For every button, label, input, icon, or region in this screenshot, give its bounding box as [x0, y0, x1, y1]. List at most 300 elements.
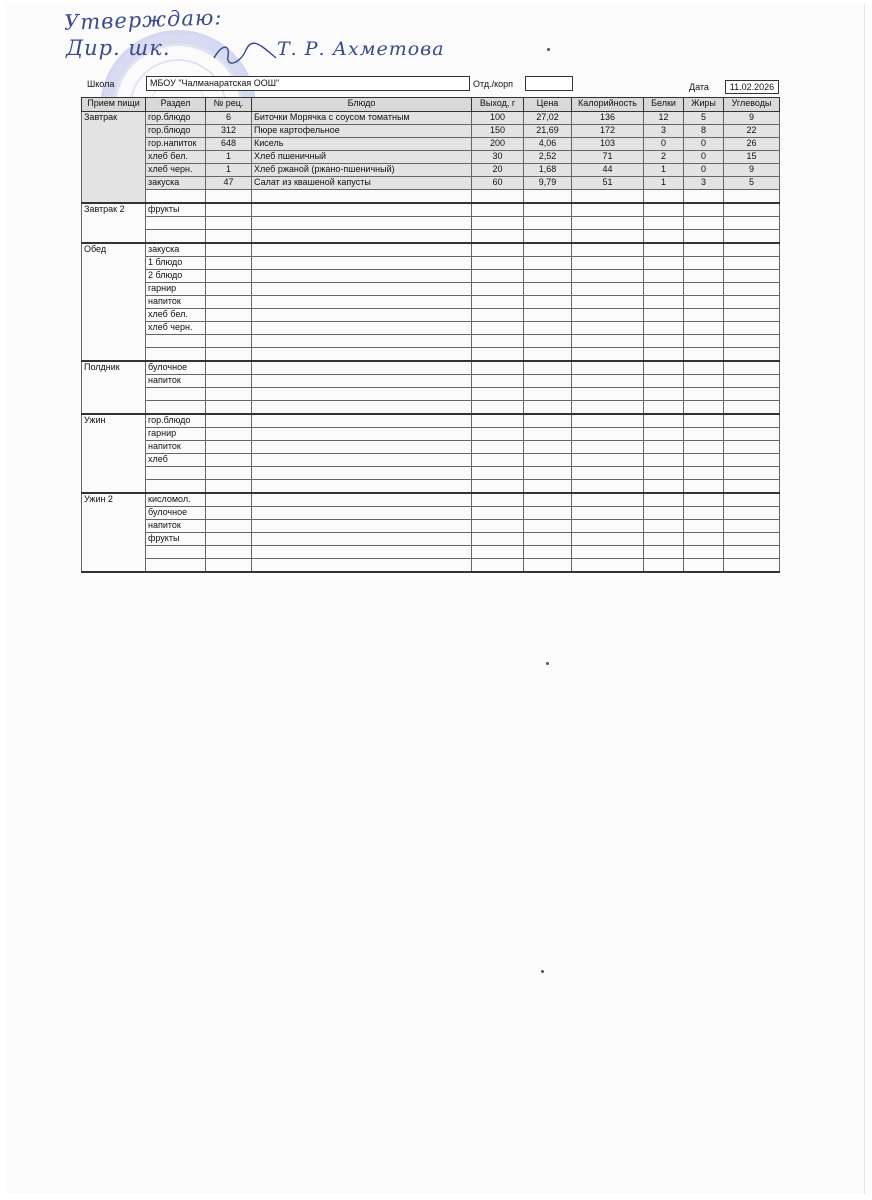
- protein-cell: [644, 257, 684, 270]
- approval-block: [62, 5, 482, 68]
- yield-cell: 60: [472, 177, 524, 190]
- price-cell: [524, 270, 572, 283]
- kcal-cell: [572, 243, 644, 257]
- dish-cell: [252, 348, 472, 362]
- price-cell: [524, 309, 572, 322]
- carbs-cell: [724, 493, 780, 507]
- fat-cell: [684, 257, 724, 270]
- kcal-cell: [572, 217, 644, 230]
- date-label: Дата: [689, 82, 709, 92]
- table-row: [82, 388, 780, 401]
- recipe-cell: [206, 480, 252, 494]
- fat-cell: [684, 283, 724, 296]
- section-cell: [146, 348, 206, 362]
- dish-cell: [252, 480, 472, 494]
- carbs-cell: [724, 309, 780, 322]
- price-cell: [524, 507, 572, 520]
- table-row: [82, 401, 780, 415]
- recipe-cell: [206, 335, 252, 348]
- carbs-cell: [724, 335, 780, 348]
- yield-cell: 200: [472, 138, 524, 151]
- section-cell: кисломол.: [146, 493, 206, 507]
- col-header-dish: Блюдо: [252, 98, 472, 112]
- carbs-cell: [724, 190, 780, 204]
- kcal-cell: 136: [572, 112, 644, 125]
- dish-cell: Кисель: [252, 138, 472, 151]
- kcal-cell: [572, 559, 644, 573]
- recipe-cell: [206, 348, 252, 362]
- recipe-cell: [206, 441, 252, 454]
- price-cell: [524, 217, 572, 230]
- recipe-cell: [206, 230, 252, 244]
- fat-cell: [684, 428, 724, 441]
- carbs-cell: 9: [724, 164, 780, 177]
- yield-cell: [472, 467, 524, 480]
- carbs-cell: [724, 559, 780, 573]
- recipe-cell: [206, 257, 252, 270]
- kcal-cell: [572, 335, 644, 348]
- dish-cell: Хлеб ржаной (ржано-пшеничный): [252, 164, 472, 177]
- protein-cell: [644, 507, 684, 520]
- protein-cell: [644, 559, 684, 573]
- protein-cell: [644, 467, 684, 480]
- carbs-cell: [724, 361, 780, 375]
- yield-cell: [472, 230, 524, 244]
- price-cell: [524, 480, 572, 494]
- protein-cell: [644, 230, 684, 244]
- protein-cell: [644, 270, 684, 283]
- recipe-cell: [206, 322, 252, 335]
- section-cell: [146, 230, 206, 244]
- section-cell: 2 блюдо: [146, 270, 206, 283]
- section-cell: [146, 335, 206, 348]
- fat-cell: [684, 270, 724, 283]
- fat-cell: [684, 375, 724, 388]
- scan-speck: [546, 662, 549, 665]
- fat-cell: [684, 335, 724, 348]
- carbs-cell: [724, 388, 780, 401]
- meal-name-cell: Ужин 2: [82, 493, 146, 572]
- dish-cell: [252, 375, 472, 388]
- carbs-cell: 22: [724, 125, 780, 138]
- protein-cell: [644, 375, 684, 388]
- section-cell: напиток: [146, 296, 206, 309]
- recipe-cell: [206, 203, 252, 217]
- carbs-cell: [724, 296, 780, 309]
- carbs-cell: [724, 401, 780, 415]
- dish-cell: [252, 335, 472, 348]
- fat-cell: 0: [684, 138, 724, 151]
- yield-cell: [472, 520, 524, 533]
- yield-cell: [472, 401, 524, 415]
- col-header-section: Раздел: [146, 98, 206, 112]
- yield-cell: [472, 361, 524, 375]
- dish-cell: [252, 414, 472, 428]
- table-row: [82, 322, 780, 335]
- dish-cell: [252, 441, 472, 454]
- recipe-cell: [206, 428, 252, 441]
- protein-cell: [644, 361, 684, 375]
- price-cell: [524, 467, 572, 480]
- recipe-cell: [206, 559, 252, 573]
- dept-field: [525, 76, 573, 91]
- kcal-cell: [572, 507, 644, 520]
- price-cell: 27,02: [524, 112, 572, 125]
- recipe-cell: [206, 388, 252, 401]
- fat-cell: [684, 480, 724, 494]
- table-row: [82, 533, 780, 546]
- table-row: [82, 151, 780, 164]
- carbs-cell: [724, 270, 780, 283]
- table-row: [82, 125, 780, 138]
- price-cell: [524, 230, 572, 244]
- table-row: [82, 441, 780, 454]
- protein-cell: [644, 533, 684, 546]
- dish-cell: [252, 533, 472, 546]
- price-cell: [524, 243, 572, 257]
- protein-cell: [644, 348, 684, 362]
- protein-cell: [644, 388, 684, 401]
- fat-cell: [684, 296, 724, 309]
- dish-cell: [252, 493, 472, 507]
- fat-cell: [684, 309, 724, 322]
- yield-cell: [472, 243, 524, 257]
- section-cell: гарнир: [146, 283, 206, 296]
- recipe-cell: [206, 190, 252, 204]
- recipe-cell: [206, 454, 252, 467]
- carbs-cell: [724, 375, 780, 388]
- protein-cell: 2: [644, 151, 684, 164]
- recipe-cell: [206, 309, 252, 322]
- carbs-cell: [724, 507, 780, 520]
- fat-cell: [684, 348, 724, 362]
- recipe-cell: 312: [206, 125, 252, 138]
- price-cell: [524, 257, 572, 270]
- scan-speck: [541, 970, 544, 973]
- section-cell: [146, 388, 206, 401]
- protein-cell: [644, 335, 684, 348]
- fat-cell: 5: [684, 112, 724, 125]
- carbs-cell: [724, 203, 780, 217]
- dish-cell: [252, 270, 472, 283]
- dish-cell: Хлеб пшеничный: [252, 151, 472, 164]
- carbs-cell: [724, 520, 780, 533]
- fat-cell: [684, 533, 724, 546]
- section-cell: [146, 401, 206, 415]
- dish-cell: [252, 296, 472, 309]
- fat-cell: 0: [684, 151, 724, 164]
- price-cell: [524, 283, 572, 296]
- carbs-cell: 26: [724, 138, 780, 151]
- carbs-cell: 15: [724, 151, 780, 164]
- table-header-row: [82, 98, 780, 112]
- recipe-cell: [206, 467, 252, 480]
- fat-cell: 8: [684, 125, 724, 138]
- carbs-cell: [724, 230, 780, 244]
- kcal-cell: [572, 533, 644, 546]
- col-header-protein: Белки: [644, 98, 684, 112]
- protein-cell: [644, 190, 684, 204]
- section-cell: [146, 467, 206, 480]
- fat-cell: [684, 230, 724, 244]
- col-header-price: Цена: [524, 98, 572, 112]
- protein-cell: [644, 401, 684, 415]
- yield-cell: [472, 559, 524, 573]
- recipe-cell: 6: [206, 112, 252, 125]
- dish-cell: [252, 217, 472, 230]
- price-cell: 2,52: [524, 151, 572, 164]
- table-row: [82, 414, 780, 428]
- price-cell: [524, 296, 572, 309]
- carbs-cell: [724, 283, 780, 296]
- yield-cell: [472, 546, 524, 559]
- kcal-cell: [572, 454, 644, 467]
- yield-cell: [472, 217, 524, 230]
- fat-cell: [684, 217, 724, 230]
- section-cell: хлеб бел.: [146, 151, 206, 164]
- school-label: Школа: [87, 79, 115, 89]
- meal-name-cell: Полдник: [82, 361, 146, 414]
- kcal-cell: [572, 270, 644, 283]
- kcal-cell: [572, 414, 644, 428]
- section-cell: гарнир: [146, 428, 206, 441]
- yield-cell: 150: [472, 125, 524, 138]
- yield-cell: [472, 348, 524, 362]
- protein-cell: [644, 493, 684, 507]
- recipe-cell: 1: [206, 164, 252, 177]
- dish-cell: [252, 467, 472, 480]
- kcal-cell: [572, 493, 644, 507]
- price-cell: 9,79: [524, 177, 572, 190]
- kcal-cell: [572, 348, 644, 362]
- recipe-cell: [206, 546, 252, 559]
- section-cell: гор.блюдо: [146, 414, 206, 428]
- meal-name-cell: Завтрак 2: [82, 203, 146, 243]
- fat-cell: [684, 559, 724, 573]
- section-cell: закуска: [146, 243, 206, 257]
- protein-cell: 12: [644, 112, 684, 125]
- kcal-cell: [572, 388, 644, 401]
- price-cell: [524, 190, 572, 204]
- carbs-cell: [724, 428, 780, 441]
- approval-position: Дир. шк.: [66, 36, 171, 60]
- recipe-cell: [206, 533, 252, 546]
- dish-cell: [252, 230, 472, 244]
- price-cell: [524, 361, 572, 375]
- yield-cell: [472, 454, 524, 467]
- price-cell: [524, 203, 572, 217]
- table-row: [82, 454, 780, 467]
- fat-cell: [684, 243, 724, 257]
- yield-cell: [472, 322, 524, 335]
- protein-cell: 1: [644, 164, 684, 177]
- protein-cell: [644, 309, 684, 322]
- table-row: [82, 230, 780, 244]
- col-header-meal: Прием пищи: [82, 98, 146, 112]
- carbs-cell: [724, 257, 780, 270]
- dish-cell: [252, 243, 472, 257]
- fat-cell: [684, 441, 724, 454]
- fat-cell: [684, 388, 724, 401]
- yield-cell: [472, 270, 524, 283]
- table-row: [82, 164, 780, 177]
- section-cell: [146, 190, 206, 204]
- carbs-cell: 5: [724, 177, 780, 190]
- section-cell: [146, 559, 206, 573]
- fat-cell: [684, 507, 724, 520]
- col-header-fat: Жиры: [684, 98, 724, 112]
- fat-cell: 0: [684, 164, 724, 177]
- meal-name-cell: Ужин: [82, 414, 146, 493]
- yield-cell: [472, 428, 524, 441]
- yield-cell: 100: [472, 112, 524, 125]
- recipe-cell: 648: [206, 138, 252, 151]
- section-cell: гор.напиток: [146, 138, 206, 151]
- protein-cell: [644, 441, 684, 454]
- yield-cell: [472, 480, 524, 494]
- dish-cell: [252, 401, 472, 415]
- dish-cell: Салат из квашеной капусты: [252, 177, 472, 190]
- carbs-cell: [724, 348, 780, 362]
- kcal-cell: [572, 480, 644, 494]
- yield-cell: [472, 414, 524, 428]
- dish-cell: [252, 546, 472, 559]
- dish-cell: [252, 507, 472, 520]
- kcal-cell: [572, 520, 644, 533]
- signature-scribble: [210, 42, 280, 64]
- dish-cell: Биточки Морячка с соусом томатным: [252, 112, 472, 125]
- table-row: [82, 243, 780, 257]
- date-field: 11.02.2026: [725, 80, 779, 94]
- dish-cell: [252, 388, 472, 401]
- carbs-cell: [724, 480, 780, 494]
- protein-cell: [644, 283, 684, 296]
- recipe-cell: 47: [206, 177, 252, 190]
- kcal-cell: [572, 283, 644, 296]
- carbs-cell: [724, 322, 780, 335]
- dish-cell: [252, 190, 472, 204]
- dish-cell: [252, 559, 472, 573]
- protein-cell: [644, 203, 684, 217]
- protein-cell: [644, 414, 684, 428]
- kcal-cell: [572, 257, 644, 270]
- kcal-cell: [572, 322, 644, 335]
- carbs-cell: [724, 243, 780, 257]
- dish-cell: [252, 283, 472, 296]
- price-cell: [524, 559, 572, 573]
- kcal-cell: 51: [572, 177, 644, 190]
- recipe-cell: [206, 520, 252, 533]
- recipe-cell: [206, 296, 252, 309]
- section-cell: хлеб: [146, 454, 206, 467]
- protein-cell: [644, 546, 684, 559]
- section-cell: [146, 546, 206, 559]
- fat-cell: [684, 401, 724, 415]
- kcal-cell: [572, 361, 644, 375]
- protein-cell: [644, 520, 684, 533]
- protein-cell: 3: [644, 125, 684, 138]
- carbs-cell: 9: [724, 112, 780, 125]
- kcal-cell: [572, 546, 644, 559]
- section-cell: напиток: [146, 441, 206, 454]
- yield-cell: [472, 533, 524, 546]
- dish-cell: [252, 257, 472, 270]
- carbs-cell: [724, 533, 780, 546]
- menu-table: [81, 97, 780, 573]
- section-cell: хлеб бел.: [146, 309, 206, 322]
- section-cell: [146, 480, 206, 494]
- table-row: [82, 361, 780, 375]
- price-cell: [524, 335, 572, 348]
- price-cell: [524, 546, 572, 559]
- kcal-cell: 172: [572, 125, 644, 138]
- carbs-cell: [724, 467, 780, 480]
- yield-cell: [472, 375, 524, 388]
- fat-cell: [684, 493, 724, 507]
- table-row: [82, 296, 780, 309]
- section-cell: закуска: [146, 177, 206, 190]
- kcal-cell: [572, 441, 644, 454]
- table-row: [82, 203, 780, 217]
- yield-cell: [472, 309, 524, 322]
- carbs-cell: [724, 414, 780, 428]
- fat-cell: [684, 190, 724, 204]
- price-cell: [524, 493, 572, 507]
- recipe-cell: [206, 493, 252, 507]
- kcal-cell: [572, 309, 644, 322]
- price-cell: [524, 322, 572, 335]
- recipe-cell: [206, 270, 252, 283]
- yield-cell: 30: [472, 151, 524, 164]
- section-cell: гор.блюдо: [146, 112, 206, 125]
- recipe-cell: [206, 361, 252, 375]
- section-cell: [146, 217, 206, 230]
- kcal-cell: 103: [572, 138, 644, 151]
- dish-cell: [252, 309, 472, 322]
- protein-cell: [644, 454, 684, 467]
- dish-cell: [252, 520, 472, 533]
- school-field: МБОУ "Чалманаратская ООШ": [146, 76, 470, 91]
- section-cell: фрукты: [146, 533, 206, 546]
- recipe-cell: [206, 401, 252, 415]
- fat-cell: [684, 454, 724, 467]
- protein-cell: [644, 217, 684, 230]
- table-row: [82, 493, 780, 507]
- price-cell: [524, 454, 572, 467]
- yield-cell: [472, 203, 524, 217]
- yield-cell: [472, 335, 524, 348]
- kcal-cell: 71: [572, 151, 644, 164]
- meal-name-cell: Завтрак: [82, 112, 146, 204]
- table-row: [82, 217, 780, 230]
- section-cell: булочное: [146, 361, 206, 375]
- price-cell: [524, 401, 572, 415]
- fat-cell: [684, 520, 724, 533]
- yield-cell: 20: [472, 164, 524, 177]
- price-cell: [524, 414, 572, 428]
- yield-cell: [472, 257, 524, 270]
- table-row: [82, 335, 780, 348]
- section-cell: булочное: [146, 507, 206, 520]
- kcal-cell: [572, 230, 644, 244]
- price-cell: [524, 520, 572, 533]
- section-cell: 1 блюдо: [146, 257, 206, 270]
- price-cell: 21,69: [524, 125, 572, 138]
- table-row: [82, 270, 780, 283]
- carbs-cell: [724, 441, 780, 454]
- yield-cell: [472, 190, 524, 204]
- dish-cell: [252, 454, 472, 467]
